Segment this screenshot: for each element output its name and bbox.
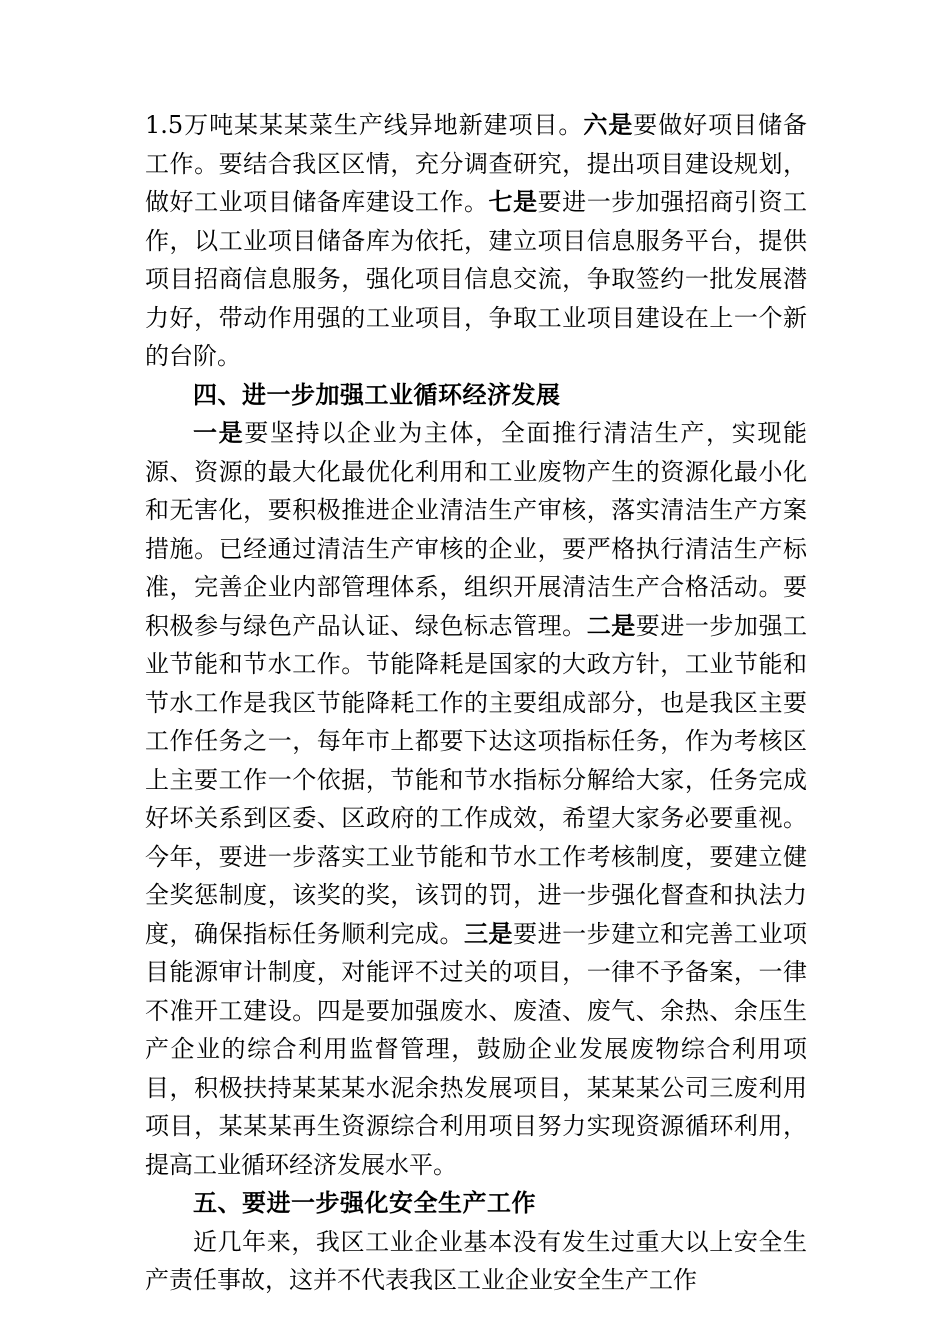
text-segment: 要做好项目储备工作。要结合我区区情，充分调查研究，提出项目建设规划，做好工业项目储备库建设工作。 [145, 111, 807, 216]
keyword-one: 一是 [193, 419, 245, 447]
paragraph-safety: 近几年来，我区工业企业基本没有发生过重大以上安全生产责任事故，这并不代表我区工业企业安全生产工作 [145, 1227, 807, 1294]
keyword-two: 二是 [586, 611, 636, 640]
section-heading-five: 五、要进一步强化安全生产工作 [193, 1189, 536, 1217]
paragraph-projects [145, 106, 807, 376]
text-segment: 要进一步加强工业节能和节水工作。节能降耗是国家的大政方针，工业节能和节水工作是我区节能降耗工作的主要组成部分，也是我区主要工作任务之一，每年市上都要下达这项指标任务，作为考核区上主要工作一个依据，节能和节水指标分解给大家，任务完成好坏关系到区委、区政府的工作成效，希望大家务必要重视。今年，要进一步落实工业节能和节水工作考核制度，要建立健全奖惩制度，该奖的奖，该罚的罚，进一步强化督查和执法力度，确保指标任务顺利完成。 [145, 611, 808, 948]
keyword-six: 六是 [583, 111, 634, 139]
text-segment: 要进一步建立和完善工业项目能源审计制度，对能评不过关的项目，一律不予备案，一律不准开工建设。四是要加强废水、废渣、废气、余热、余压生产企业的综合利用监督管理，鼓励企业发展废物综合利用项目，积极扶持某某某水泥余热发展项目，某某某公司三废利用项目，某某某再生资源综合利用项目努力实现资源循环利用，提高工业循环经济发展水平。 [145, 919, 808, 1179]
keyword-three: 三是 [464, 919, 514, 948]
paragraph-circular-economy [145, 414, 807, 1184]
text-segment: 要进一步加强招商引资工作，以工业项目储备库为依托，建立项目信息服务平台，提供项目招商信息服务，强化项目信息交流，争取签约一批发展潜力好，带动作用强的工业项目，争取工业项目建设在上一个新的台阶。 [145, 188, 808, 370]
text-segment: 1.5万吨某某某菜生产线异地新建项目。 [145, 111, 584, 139]
document-page [145, 106, 807, 1300]
keyword-seven: 七是 [488, 188, 538, 216]
text-segment: 要坚持以企业为主体，全面推行清洁生产，实现能源、资源的最大化最优化利用和工业废物产生的资源化最小化和无害化，要积极推进企业清洁生产审核，落实清洁生产方案措施。已经通过清洁生产审核的企业，要严格执行清洁生产标准，完善企业内部管理体系，组织开展清洁生产合格活动。要积极参与绿色产品认证、绿色标志管理。 [145, 419, 808, 640]
section-heading-four: 四、进一步加强工业循环经济发展 [193, 380, 561, 409]
